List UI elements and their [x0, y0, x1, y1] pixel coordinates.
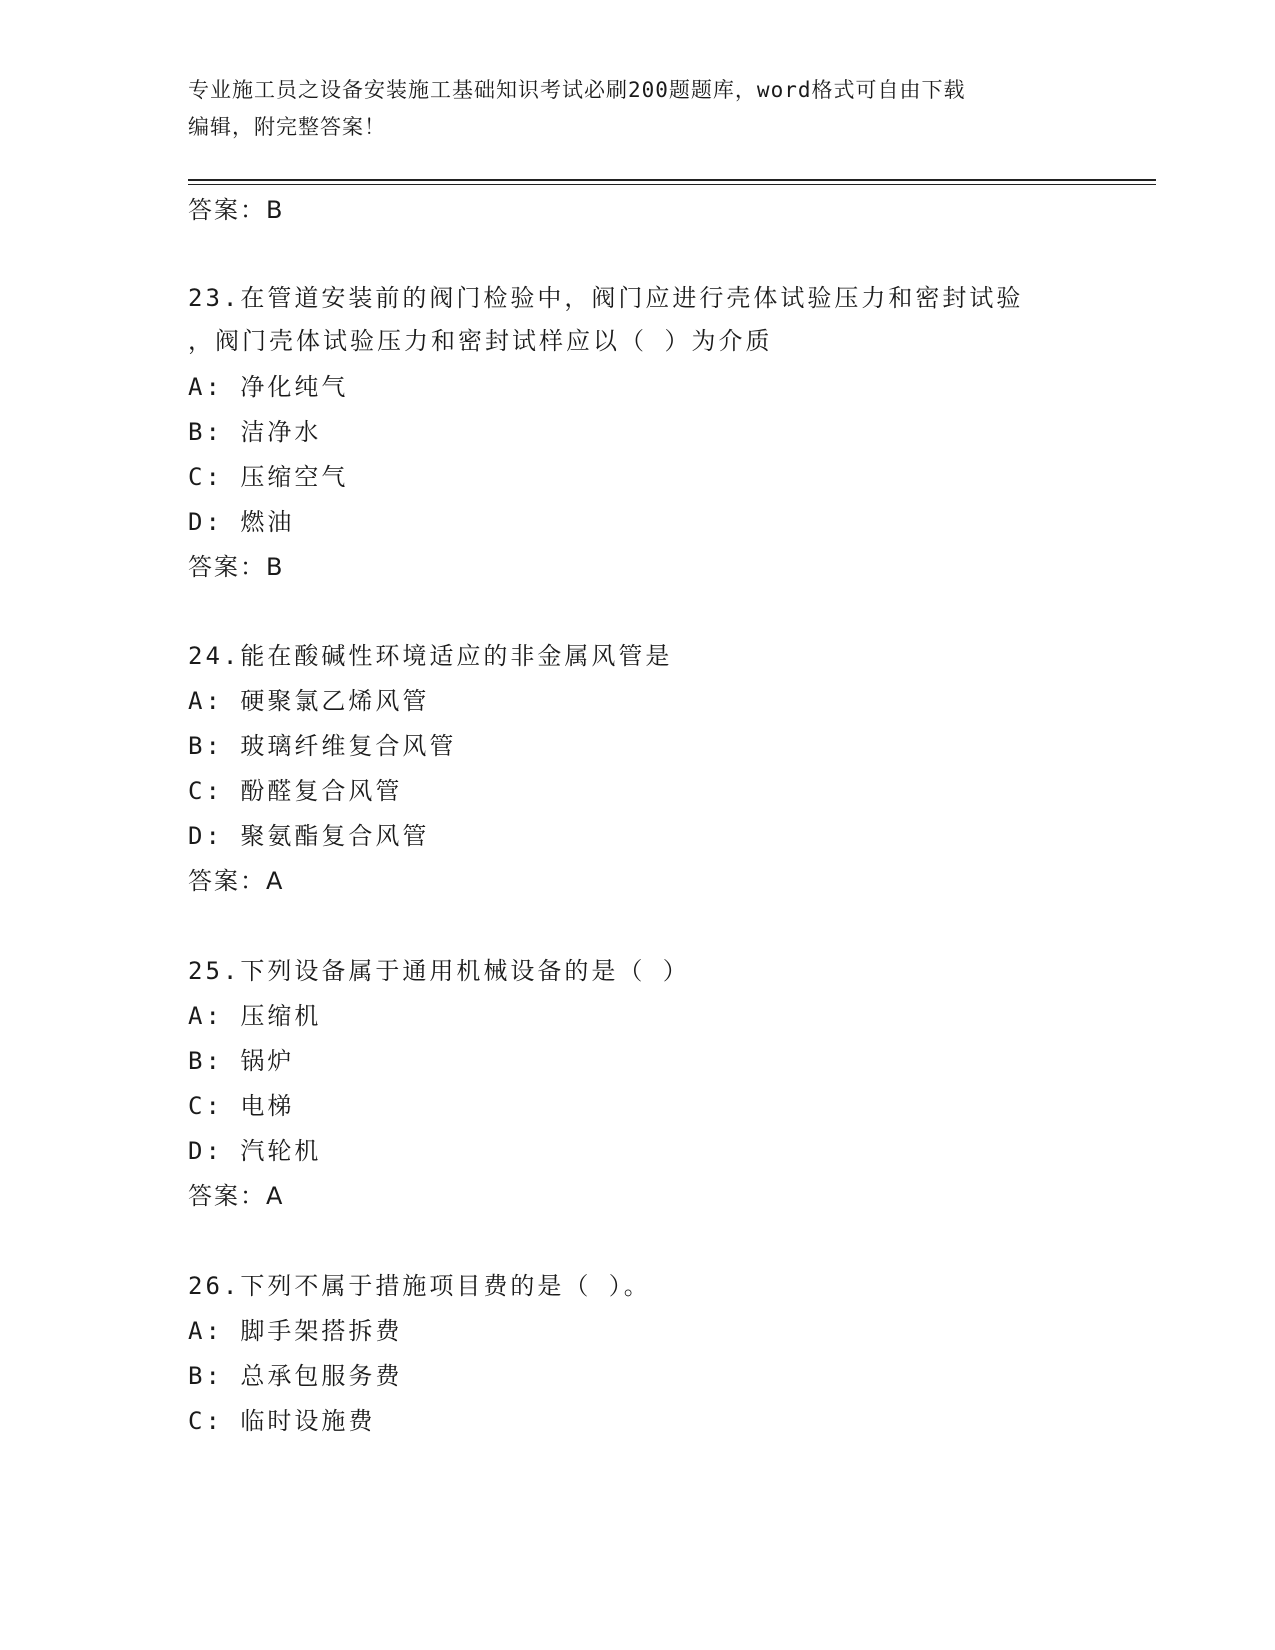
question-23-stem-cont: ，阀门壳体试验压力和密封试样应以（ ）为介质 — [188, 327, 773, 355]
question-23-option-c: C: 压缩空气 — [188, 463, 349, 491]
header-line-1: 专业施工员之设备安装施工基础知识考试必刷200题题库，word格式可自由下载 — [188, 78, 966, 102]
question-23-answer: 答案：B — [188, 553, 285, 581]
question-24-answer: 答案：A — [188, 867, 285, 895]
question-23-option-a: A: 净化纯气 — [188, 373, 349, 401]
question-26-option-b: B: 总承包服务费 — [188, 1362, 403, 1390]
question-23-option-b: B: 洁净水 — [188, 418, 322, 446]
question-24-option-d: D: 聚氨酯复合风管 — [188, 822, 430, 850]
answer-22: 答案：B — [188, 196, 285, 224]
question-26-option-a: A: 脚手架搭拆费 — [188, 1317, 403, 1345]
question-25-stem: 25.下列设备属于通用机械设备的是（ ） — [188, 957, 690, 985]
question-24-stem: 24.能在酸碱性环境适应的非金属风管是 — [188, 642, 673, 670]
document-header — [188, 72, 1088, 146]
question-26-option-c: C: 临时设施费 — [188, 1407, 376, 1435]
question-23-option-d: D: 燃油 — [188, 508, 295, 536]
question-25-option-c: C: 电梯 — [188, 1092, 295, 1120]
question-24-option-a: A: 硬聚氯乙烯风管 — [188, 687, 430, 715]
question-25-answer: 答案：A — [188, 1182, 285, 1210]
header-line-2: 编辑，附完整答案！ — [188, 115, 386, 139]
question-25-option-d: D: 汽轮机 — [188, 1137, 322, 1165]
header-divider — [188, 179, 1156, 181]
question-24-option-b: B: 玻璃纤维复合风管 — [188, 732, 457, 760]
header-divider-thin — [188, 184, 1156, 185]
question-25-option-a: A: 压缩机 — [188, 1002, 322, 1030]
question-25-option-b: B: 锅炉 — [188, 1047, 295, 1075]
question-23-stem: 23.在管道安装前的阀门检验中，阀门应进行壳体试验压力和密封试验 — [188, 284, 1024, 312]
question-24-option-c: C: 酚醛复合风管 — [188, 777, 403, 805]
question-26-stem: 26.下列不属于措施项目费的是（ ）。 — [188, 1272, 651, 1300]
